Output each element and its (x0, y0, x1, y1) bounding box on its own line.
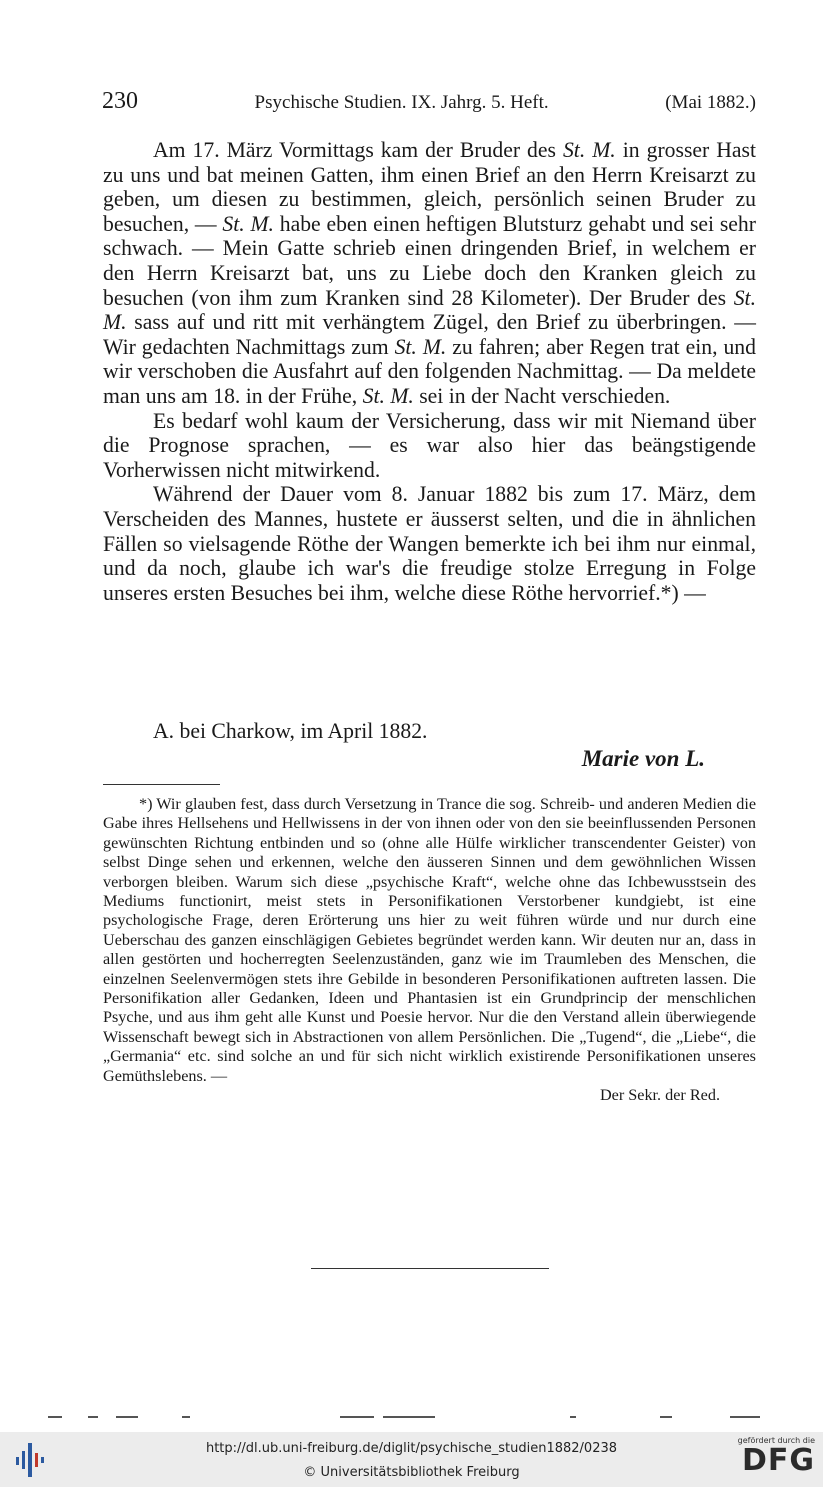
running-head (102, 88, 756, 115)
scan-artifacts (40, 1414, 780, 1420)
dfg-tagline: gefördert durch die (737, 1436, 815, 1445)
end-rule (311, 1268, 549, 1269)
place-date-line: A. bei Charkow, im April 1882. (153, 719, 428, 743)
page-number: 230 (102, 88, 138, 114)
dfg-wordmark: DFG (741, 1443, 815, 1478)
running-title: Psychische Studien. IX. Jahrg. 5. Heft. (254, 92, 549, 113)
footnote-text: *) Wir glauben fest, dass durch Versetzung in Trance die sog. Schreib- und anderen Medien die Gabe ihres Hellsehens und Hellwissens in der von ihnen oder von den sie beeinflussenden Personen gewünschten Richtung entbinden und so (ohne alle Hülfe wirklicher transcendenter Geister) von selbst Dinge sehen und erkennen, welche den äusseren Sinnen und dem gewöhnlichen Wissen verborgen bleiben. Warum sich diese „psychische Kraft“, welche ohne das Ichbewusstsein des Mediums functionirt, meist stets in Personifikationen Verstorbener kundgiebt, ist eine psychologische Frage, deren Erörterung uns hier zu weit führen würde und nur durch eine Ueberschau des ganzen einschlägigen Gebietes begründet werden kann. Wir deuten nur an, dass in allen gestörten und hocherregten Seelenzuständen, ganz wie im Traumleben des Menschen, die einzelnen Seelenvermögen stets ihre Gebilde in besonderen Personifikationen auftreten lassen. Die Personifikation aller Gedanken, Ideen und Phantasien ist ein Grundprincip der menschlichen Psyche, und aus ihm geht alle Kunst und Poesie hervor. Nur die den Verstand allein überwiegende Wissenschaft bewegt sich in Abstractionen von allem Persönlichen. Die „Tugend“, die „Liebe“, die „Germania“ etc. sind solche an und für sich nicht wirklich existirende Personifikationen unseres Gemüthslebens. — (103, 795, 756, 1085)
permalink-url[interactable]: http://dl.ub.uni-freiburg.de/diglit/psychische_studien1882/0238 (205, 1441, 618, 1456)
footnote-rule (103, 784, 220, 785)
main-text (103, 138, 756, 605)
copyright-notice: © Universitätsbibliothek Freiburg (303, 1465, 520, 1480)
footnote (103, 795, 756, 1106)
paragraph-2: Es bedarf wohl kaum der Versicherung, dass wir mit Niemand über die Prognose sprachen, — es war also hier das beängstigende Vorherwissen nicht mitwirkend. (103, 408, 756, 482)
viewer-footer (0, 1432, 823, 1487)
dfg-logo (731, 1436, 815, 1484)
paragraph-1: Am 17. März Vormittags kam der Bruder des St. M. in grosser Hast zu uns und bat meinen Gatten, ihm einen Brief an den Herrn Kreisarzt zu geben, um diesen zu bestimmen, gleich, persönlich seinen Bruder zu besuchen, — St. M. habe eben einen heftigen Blutsturz gehabt und sei sehr schwach. — Mein Gatte schrieb einen dringenden Brief, in welchem er den Herrn Kreisarzt bat, uns zu Liebe doch den Kranken gleich zu besuchen (von ihm zum Kranken sind 28 Kilometer). Der Bruder des St. M. sass auf und ritt mit verhängtem Zügel, den Brief zu überbringen. — Wir gedachten Nachmittags zum St. M. zu fahren; aber Regen trat ein, und wir verschoben die Ausfahrt auf den folgenden Nachmittag. — Da meldete man uns am 18. in der Frühe, St. M. sei in der Nacht verschieden. (103, 138, 756, 408)
paragraph-3: Während der Dauer vom 8. Januar 1882 bis zum 17. März, dem Verscheiden des Mannes, hustete er äusserst selten, und die in ähnlichen Fällen so vielsagende Röthe der Wangen bemerkte ich bei ihm nur einmal, und da noch, glaube ich war's die freudige stolze Erregung in Folge unseres ersten Besuches bei ihm, welche diese Röthe hervorrief.*) — (103, 482, 756, 605)
issue-date: (Mai 1882.) (665, 92, 756, 113)
author-signature: Marie von L. (581, 746, 705, 771)
footnote-signoff: Der Sekr. der Red. (599, 1086, 720, 1105)
